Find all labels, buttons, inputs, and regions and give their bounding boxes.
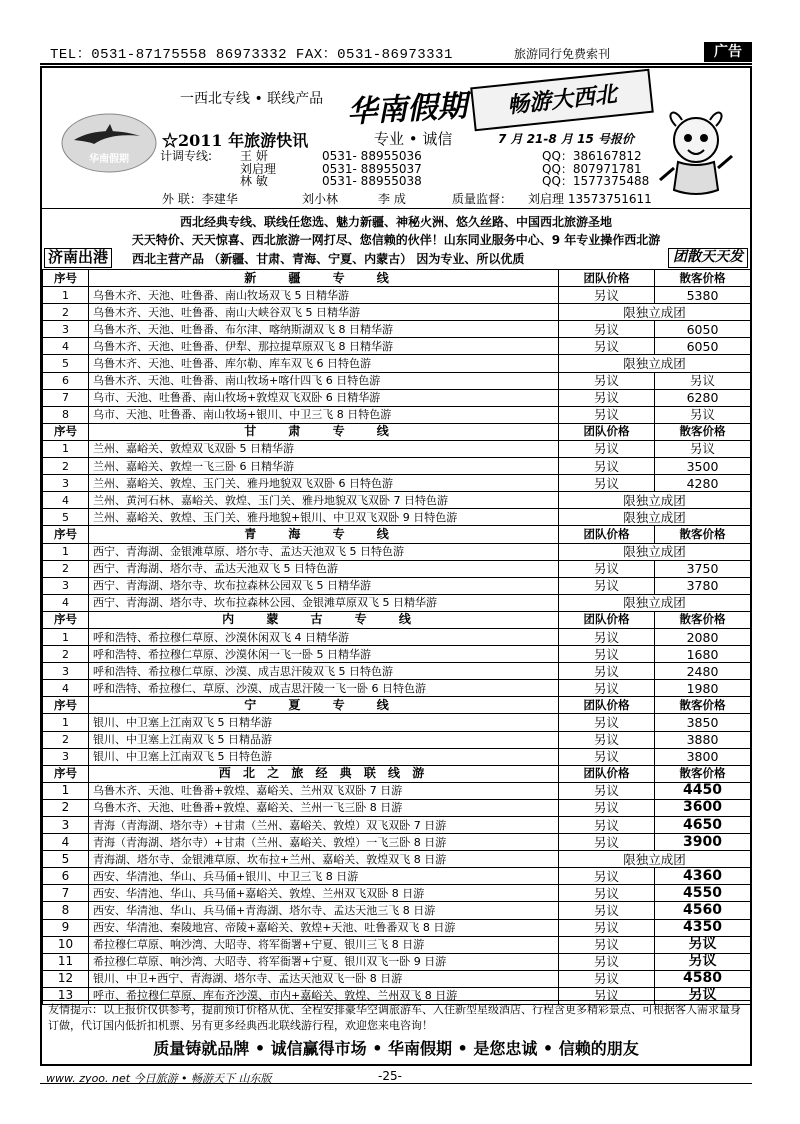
route-row	[43, 953, 751, 970]
group-price: 另议	[559, 953, 655, 970]
route-row	[43, 440, 751, 457]
route-name: 青海（青海湖、塔尔寺）+甘肃（兰州、嘉峪关、敦煌）一飞三卧 8 日游	[89, 834, 559, 851]
column-header-single-price: 散客价格	[655, 423, 751, 440]
route-row	[43, 355, 751, 372]
group-price: 另议	[559, 902, 655, 919]
route-number: 3	[43, 321, 89, 338]
contact-phone: 0531- 88955036	[322, 149, 422, 163]
route-number: 3	[43, 663, 89, 680]
route-row	[43, 834, 751, 851]
group-price: 另议	[559, 919, 655, 936]
external-name-2: 刘小林	[302, 192, 339, 206]
contact-phone: 0531- 88955038	[322, 174, 422, 188]
route-name: 乌鲁木齐、天池、吐鲁番+敦煌、嘉峪关、兰州一飞三卧 8 日游	[89, 799, 559, 816]
column-header-no: 序号	[43, 270, 89, 287]
route-row	[43, 594, 751, 611]
group-price: 另议	[559, 372, 655, 389]
group-price: 另议	[559, 748, 655, 765]
route-number: 2	[43, 560, 89, 577]
route-number: 5	[43, 851, 89, 868]
single-price: 4280	[655, 475, 751, 492]
route-row	[43, 458, 751, 475]
group-price: 另议	[559, 731, 655, 748]
route-number: 6	[43, 372, 89, 389]
route-name: 西宁、青海湖、塔尔寺、坎布拉森林公园双飞 5 日精华游	[89, 577, 559, 594]
route-name: 兰州、黄河石林、嘉峪关、敦煌、玉门关、雅丹地貌双飞双卧 7 日特色游	[89, 492, 559, 509]
route-number: 4	[43, 594, 89, 611]
private-group-only: 限独立成团	[559, 492, 751, 509]
single-price: 4450	[655, 782, 751, 799]
group-price: 另议	[559, 663, 655, 680]
private-group-only: 限独立成团	[559, 509, 751, 526]
route-name: 银川、中卫塞上江南双飞 5 日精华游	[89, 714, 559, 731]
route-number: 10	[43, 936, 89, 953]
single-price: 4360	[655, 868, 751, 885]
section-title: 西 北 之 旅 经 典 联 线 游	[89, 765, 559, 782]
route-name: 银川、中卫塞上江南双飞 5 日精品游	[89, 731, 559, 748]
route-row	[43, 885, 751, 902]
single-price: 另议	[655, 440, 751, 457]
route-number: 3	[43, 475, 89, 492]
single-price: 3500	[655, 458, 751, 475]
group-price: 另议	[559, 577, 655, 594]
route-name: 乌鲁木齐、天池、吐鲁番、库尔勒、库车双飞 6 日特色游	[89, 355, 559, 372]
route-name: 兰州、嘉峪关、敦煌、玉门关、雅丹地貌双飞双卧 6 日特色游	[89, 475, 559, 492]
column-header-group-price: 团队价格	[559, 526, 655, 543]
route-number: 12	[43, 970, 89, 987]
brand-title: 华南假期	[346, 88, 469, 131]
route-row	[43, 851, 751, 868]
route-name: 兰州、嘉峪关、敦煌、玉门关、雅丹地貌+银川、中卫双飞双卧 9 日特色游	[89, 509, 559, 526]
route-row	[43, 817, 751, 834]
group-price: 另议	[559, 970, 655, 987]
single-price: 6050	[655, 321, 751, 338]
single-price: 3750	[655, 560, 751, 577]
single-price: 2480	[655, 663, 751, 680]
group-price: 另议	[559, 817, 655, 834]
route-row	[43, 714, 751, 731]
column-header-no: 序号	[43, 423, 89, 440]
group-price: 另议	[559, 440, 655, 457]
banner-text: 畅游大西北	[505, 81, 619, 119]
column-header-group-price: 团队价格	[559, 270, 655, 287]
group-price: 另议	[559, 475, 655, 492]
route-name: 西安、华清池、华山、兵马俑+青海湖、塔尔寺、孟达天池三飞 8 日游	[89, 902, 559, 919]
route-number: 2	[43, 799, 89, 816]
route-name: 乌市、天池、吐鲁番、南山牧场+银川、中卫三飞 8 日特色游	[89, 406, 559, 423]
route-row	[43, 475, 751, 492]
route-number: 1	[43, 714, 89, 731]
route-number: 3	[43, 577, 89, 594]
contact-name: 王 妍	[240, 149, 268, 163]
section-header-row	[43, 697, 751, 714]
title-line	[162, 128, 634, 151]
intro-line-2: 天天特价、天天惊喜、西北旅游一网打尽、您信赖的伙伴！山东同业服务中心、9 年专业操作西北游	[131, 233, 661, 247]
free-catalog-slogan: 旅游同行免费索刊	[514, 47, 611, 61]
single-price: 3600	[655, 799, 751, 816]
route-name: 西宁、青海湖、金银滩草原、塔尔寺、孟达天池双飞 5 日特色游	[89, 543, 559, 560]
group-price: 另议	[559, 338, 655, 355]
route-number: 5	[43, 355, 89, 372]
daily-departure-badge: 团散天天发	[668, 248, 748, 268]
group-price: 另议	[559, 868, 655, 885]
route-price-table	[42, 269, 750, 1005]
column-header-single-price: 散客价格	[655, 270, 751, 287]
route-name: 青海湖、塔尔寺、金银滩草原、坎布拉+兰州、嘉峪关、敦煌双飞 8 日游	[89, 851, 559, 868]
group-price: 另议	[559, 646, 655, 663]
banner-flag	[470, 69, 654, 132]
contact-phone: 0531- 88955037	[322, 161, 422, 176]
product-band	[42, 248, 750, 268]
contact-qq: QQ：386167812	[542, 149, 642, 163]
single-price: 3880	[655, 731, 751, 748]
route-row	[43, 406, 751, 423]
column-header-no: 序号	[43, 697, 89, 714]
route-row	[43, 304, 751, 321]
route-row	[43, 868, 751, 885]
contact-qq: QQ：1577375488	[542, 174, 650, 188]
motto: 质量铸就品牌 • 诚信赢得市场 • 华南假期 • 是您忠诚 • 信赖的朋友	[153, 1039, 639, 1058]
route-name: 西安、华清池、华山、兵马俑+嘉峪关、敦煌、兰州双飞双卧 8 日游	[89, 885, 559, 902]
route-number: 1	[43, 287, 89, 304]
route-number: 8	[43, 902, 89, 919]
section-header-row	[43, 270, 751, 287]
route-number: 2	[43, 646, 89, 663]
single-price: 5380	[655, 287, 751, 304]
section-header-row	[43, 611, 751, 628]
section-title: 甘 肃 专 线	[89, 423, 559, 440]
route-number: 3	[43, 817, 89, 834]
route-row	[43, 782, 751, 799]
group-price: 另议	[559, 714, 655, 731]
friendly-tips: 友情提示：以上报价仅供参考，提前预订价格从优、全程安排豪华空调旅游车、入住新型星级酒店、行程含更多精彩景点、可根据客人需求量身订做，代订国内低折扣机票、另有更多经典西北联线游行程，欢迎您来电咨询！	[42, 1000, 750, 1034]
route-name: 乌鲁木齐、天池、吐鲁番、南山牧场+喀什四飞 6 日特色游	[89, 372, 559, 389]
private-group-only: 限独立成团	[559, 594, 751, 611]
contact-list	[160, 150, 700, 188]
route-row	[43, 970, 751, 987]
jinan-departure-badge: 济南出港	[44, 248, 112, 268]
supervisor-name: 刘启理 13573751611	[528, 192, 652, 206]
route-name: 乌鲁木齐、天池、吐鲁番、伊犁、那拉提草原双飞 8 日精华游	[89, 338, 559, 355]
supervisor-label: 质量监督：	[452, 192, 513, 206]
group-price: 另议	[559, 680, 655, 697]
route-name: 希拉穆仁草原、响沙湾、大昭寺、将军衙署+宁夏、银川三飞 8 日游	[89, 936, 559, 953]
route-name: 银川、中卫+西宁、青海湖、塔尔寺、孟达天池双飞一卧 8 日游	[89, 970, 559, 987]
route-number: 3	[43, 748, 89, 765]
group-price: 另议	[559, 936, 655, 953]
route-row	[43, 748, 751, 765]
single-price: 1680	[655, 646, 751, 663]
route-row	[43, 389, 751, 406]
intro-line-1: 西北经典专线、联线任您选、魅力新疆、神秘火洲、悠久丝路、中国西北旅游圣地	[179, 215, 612, 229]
route-name: 乌市、天池、吐鲁番、南山牧场+敦煌双飞双卧 6 日精华游	[89, 389, 559, 406]
route-row	[43, 663, 751, 680]
group-price: 另议	[559, 560, 655, 577]
route-number: 1	[43, 628, 89, 645]
single-price: 3900	[655, 834, 751, 851]
single-price: 2080	[655, 628, 751, 645]
route-row	[43, 543, 751, 560]
route-row	[43, 577, 751, 594]
single-price: 1980	[655, 680, 751, 697]
contact-line: TEL：0531-87175558 86973332 FAX：0531-86973331	[50, 47, 453, 63]
group-price: 另议	[559, 799, 655, 816]
route-row	[43, 902, 751, 919]
route-name: 乌鲁木齐、天池、吐鲁番、布尔津、喀纳斯湖双飞 8 日精华游	[89, 321, 559, 338]
single-price: 6050	[655, 338, 751, 355]
route-name: 西安、华清池、秦陵地宫、帝陵+嘉峪关、敦煌+天池、吐鲁番双飞 8 日游	[89, 919, 559, 936]
column-header-no: 序号	[43, 611, 89, 628]
column-header-no: 序号	[43, 765, 89, 782]
single-price: 3850	[655, 714, 751, 731]
group-price: 另议	[559, 406, 655, 423]
route-name: 呼和浩特、希拉穆仁草原、沙漠休闲一飞一卧 5 日精华游	[89, 646, 559, 663]
column-header-group-price: 团队价格	[559, 423, 655, 440]
header-rule	[42, 208, 750, 209]
route-row	[43, 560, 751, 577]
external-label: 外 联：李建华	[162, 192, 238, 206]
route-name: 银川、中卫塞上江南双飞 5 日特色游	[89, 748, 559, 765]
route-name: 呼和浩特、希拉穆仁草原、沙漠休闲双飞 4 日精华游	[89, 628, 559, 645]
single-price: 4580	[655, 970, 751, 987]
route-row	[43, 509, 751, 526]
year-title: ☆2011 年旅游快讯	[162, 131, 309, 150]
section-title: 新 疆 专 线	[89, 270, 559, 287]
route-number: 1	[43, 782, 89, 799]
footer-rule	[40, 1083, 752, 1084]
route-number: 1	[43, 543, 89, 560]
route-name: 乌鲁木齐、天池、吐鲁番+敦煌、嘉峪关、兰州双飞双卧 7 日游	[89, 782, 559, 799]
private-group-only: 限独立成团	[559, 543, 751, 560]
section-header-row	[43, 526, 751, 543]
page-number: -25-	[378, 1069, 402, 1083]
subtitle: 一西北专线 • 联线产品	[180, 91, 324, 107]
single-price: 4550	[655, 885, 751, 902]
column-header-group-price: 团队价格	[559, 611, 655, 628]
section-title: 宁 夏 专 线	[89, 697, 559, 714]
route-name: 呼市、希拉穆仁草原、库布齐沙漠、市内+嘉峪关、敦煌、兰州双飞 8 日游	[89, 987, 559, 1004]
column-header-single-price: 散客价格	[655, 765, 751, 782]
route-number: 13	[43, 987, 89, 1004]
route-number: 5	[43, 509, 89, 526]
single-price: 另议	[655, 372, 751, 389]
route-number: 6	[43, 868, 89, 885]
route-name: 呼和浩特、希拉穆仁草原、沙漠、成吉思汗陵双飞 5 日特色游	[89, 663, 559, 680]
footer-site: www. zyoo. net 今日旅游 • 畅游天下 山东版	[46, 1072, 272, 1085]
single-price: 4650	[655, 817, 751, 834]
contact-row	[160, 175, 700, 188]
ad-header	[42, 68, 750, 208]
private-group-only: 限独立成团	[559, 304, 751, 321]
group-price: 另议	[559, 628, 655, 645]
column-header-group-price: 团队价格	[559, 765, 655, 782]
route-name: 呼和浩特、希拉穆仁、草原、沙漠、成吉思汗陵一飞一卧 6 日特色游	[89, 680, 559, 697]
route-row	[43, 628, 751, 645]
external-name-3: 李 成	[378, 192, 406, 206]
section-title: 内 蒙 古 专 线	[89, 611, 559, 628]
route-name: 西安、华清池、华山、兵马俑+银川、中卫三飞 8 日游	[89, 868, 559, 885]
contact-row	[160, 150, 700, 163]
route-number: 2	[43, 731, 89, 748]
single-price: 3800	[655, 748, 751, 765]
route-number: 4	[43, 338, 89, 355]
top-rule	[40, 63, 752, 65]
routes-table	[42, 269, 751, 1005]
column-header-single-price: 散客价格	[655, 697, 751, 714]
section-header-row	[43, 423, 751, 440]
route-name: 兰州、嘉峪关、敦煌双飞双卧 5 日精华游	[89, 440, 559, 457]
single-price: 另议	[655, 936, 751, 953]
route-number: 7	[43, 389, 89, 406]
route-name: 西宁、青海湖、塔尔寺、坎布拉森林公园、金银滩草原双飞 5 日精华游	[89, 594, 559, 611]
route-row	[43, 919, 751, 936]
quote-date: 7 月 21-8 月 15 号报价	[498, 132, 634, 146]
column-header-single-price: 散客价格	[655, 526, 751, 543]
section-title: 青 海 专 线	[89, 526, 559, 543]
route-row	[43, 338, 751, 355]
route-row	[43, 799, 751, 816]
logo-text: 华南假期	[89, 154, 129, 165]
single-price: 3780	[655, 577, 751, 594]
group-price: 另议	[559, 987, 655, 1004]
route-row	[43, 372, 751, 389]
route-name: 乌鲁木齐、天池、吐鲁番、南山大峡谷双飞 5 日精华游	[89, 304, 559, 321]
route-row	[43, 492, 751, 509]
group-price: 另议	[559, 389, 655, 406]
private-group-only: 限独立成团	[559, 355, 751, 372]
route-number: 2	[43, 304, 89, 321]
route-number: 4	[43, 834, 89, 851]
single-price: 4560	[655, 902, 751, 919]
single-price: 另议	[655, 953, 751, 970]
main-products: 西北主营产品 （新疆、甘肃、青海、宁夏、内蒙古） 因为专业、所以优质	[132, 252, 525, 266]
private-group-only: 限独立成团	[559, 851, 751, 868]
route-row	[43, 287, 751, 304]
group-price: 另议	[559, 782, 655, 799]
route-number: 7	[43, 885, 89, 902]
route-number: 4	[43, 680, 89, 697]
section-header-row	[43, 765, 751, 782]
route-row	[43, 936, 751, 953]
route-number: 8	[43, 406, 89, 423]
group-price: 另议	[559, 321, 655, 338]
route-number: 9	[43, 919, 89, 936]
single-price: 6280	[655, 389, 751, 406]
route-row	[43, 646, 751, 663]
route-name: 乌鲁木齐、天池、吐鲁番、南山牧场双飞 5 日精华游	[89, 287, 559, 304]
route-row	[43, 731, 751, 748]
column-header-single-price: 散客价格	[655, 611, 751, 628]
route-name: 西宁、青海湖、塔尔寺、孟达天池双飞 5 日特色游	[89, 560, 559, 577]
contact-qq: QQ：807971781	[542, 161, 642, 176]
column-header-no: 序号	[43, 526, 89, 543]
ad-badge: 广告	[704, 42, 752, 62]
quality-slogan: 专业 • 诚信	[374, 130, 453, 148]
route-number: 1	[43, 440, 89, 457]
contact-name: 刘启理	[240, 161, 277, 176]
top-bar	[40, 42, 752, 62]
company-logo	[60, 112, 158, 174]
group-price: 另议	[559, 885, 655, 902]
contact-label: 计调专线:	[160, 149, 213, 163]
single-price: 另议	[655, 987, 751, 1004]
route-number: 11	[43, 953, 89, 970]
group-price: 另议	[559, 287, 655, 304]
contact-name: 林 敏	[240, 174, 268, 188]
route-name: 兰州、嘉峪关、敦煌一飞三卧 6 日精华游	[89, 458, 559, 475]
route-name: 青海（青海湖、塔尔寺）+甘肃（兰州、嘉峪关、敦煌）双飞双卧 7 日游	[89, 817, 559, 834]
route-number: 2	[43, 458, 89, 475]
column-header-group-price: 团队价格	[559, 697, 655, 714]
group-price: 另议	[559, 458, 655, 475]
route-number: 4	[43, 492, 89, 509]
single-price: 另议	[655, 406, 751, 423]
group-price: 另议	[559, 834, 655, 851]
route-name: 希拉穆仁草原、响沙湾、大昭寺、将军衙署+宁夏、银川双飞一卧 9 日游	[89, 953, 559, 970]
single-price: 4350	[655, 919, 751, 936]
route-row	[43, 321, 751, 338]
route-row	[43, 680, 751, 697]
